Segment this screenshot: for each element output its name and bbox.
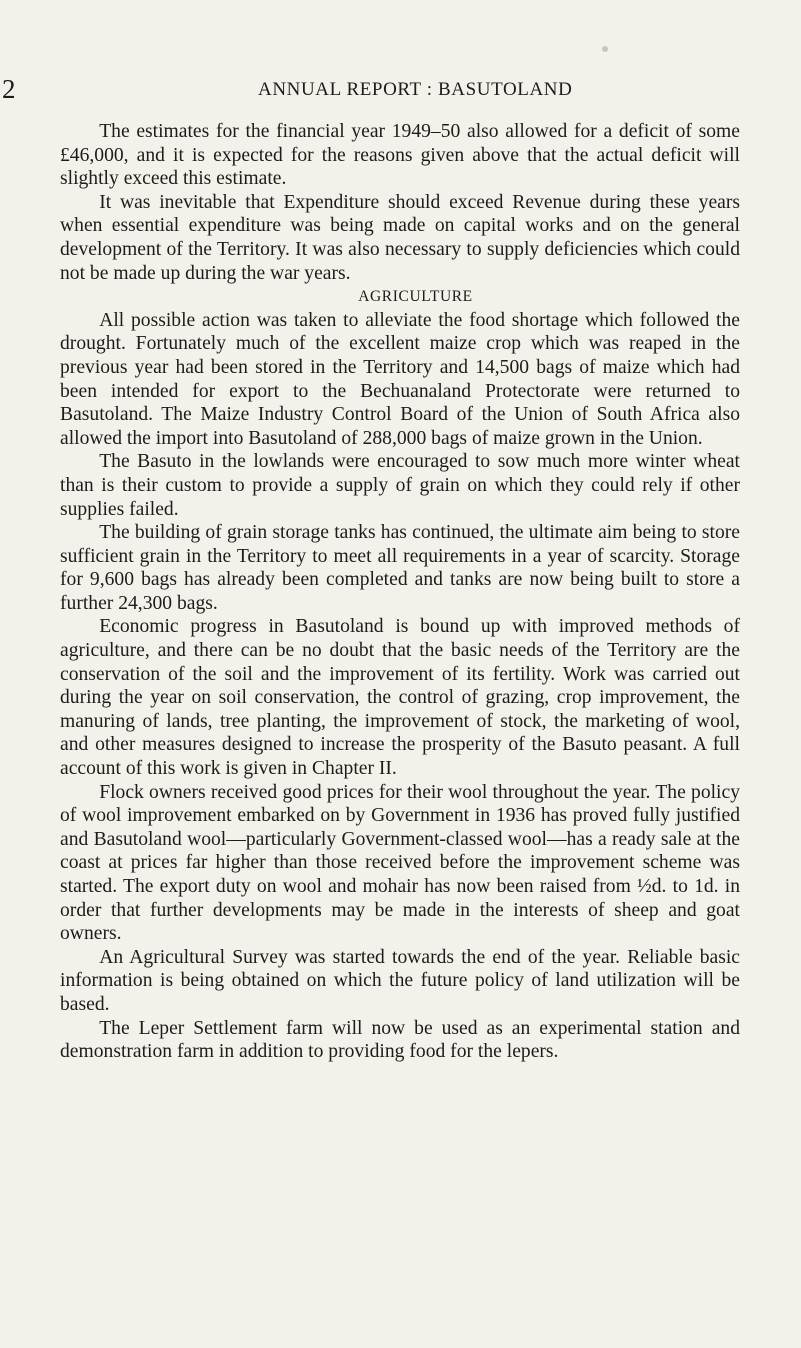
- paragraph: Flock owners received good prices for their wool throughout the year. The policy of wool improvement embarked on by Government in 1936 has proved fully justified and Basutoland wool—particularly Government-classed wool—has a ready sale at the coast at prices far higher than those received before the improvement scheme was started. The export duty on wool and mohair has now been raised from ½d. to 1d. in order that further developments may be made in the interests of sheep and goat owners.: [60, 781, 740, 945]
- paragraph: The Basuto in the lowlands were encouraged to sow much more winter wheat than is their custom to provide a supply of grain on which they could rely if other supplies failed.: [60, 451, 740, 520]
- paragraph: The Leper Settlement farm will now be used as an experimental station and demonstration farm in addition to providing food for the lepers.: [60, 1017, 740, 1063]
- header-title: ANNUAL REPORT : BASUTOLAND: [258, 79, 573, 100]
- paragraph: The estimates for the financial year 1949–50 also allowed for a deficit of some £46,000, and it is expected for the reasons given above that the actual deficit will slightly exceed this estimate.: [60, 121, 740, 190]
- body-text: [60, 120, 740, 1064]
- paragraph: The building of grain storage tanks has continued, the ultimate aim being to store sufficient grain in the Territory to meet all requirements in a year of scarcity. Storage for 9,600 bags has already been completed and tanks are now being built to store a further 24,300 bags.: [60, 522, 740, 614]
- paragraph: Economic progress in Basutoland is bound up with improved methods of agriculture, and there can be no doubt that the basic needs of the Territory are the conservation of the soil and the improvement of its fertility. Work was carried out during the year on soil conservation, the control of grazing, crop improvement, the manuring of lands, tree planting, the improvement of stock, the marketing of wool, and other measures designed to increase the prosperity of the Basuto peasant. A full account of this work is given in Chapter II.: [60, 616, 740, 780]
- paragraph: It was inevitable that Expenditure should exceed Revenue during these years when essential expenditure was being made on capital works and on the general development of the Territory. It was also necessary to supply deficiencies which could not be made up during the war years.: [60, 191, 740, 284]
- paper-speck: [602, 46, 608, 52]
- paragraph: All possible action was taken to alleviate the food shortage which followed the drought. Fortunately much of the excellent maize crop which was reaped in the previous year had been stored in the Territory and 14,500 bags of maize which had been intended for export to the Bechuanaland Protectorate were returned to Basutoland. The Maize Industry Control Board of the Union of South Africa also allowed the import into Basutoland of 288,000 bags of maize grown in the Union.: [60, 309, 740, 449]
- page-number: 2: [2, 74, 16, 104]
- paragraph: An Agricultural Survey was started towards the end of the year. Reliable basic information is being obtained on which the future policy of land utilization will be based.: [60, 946, 740, 1015]
- section-heading: AGRICULTURE: [358, 288, 473, 306]
- running-head: [0, 74, 801, 104]
